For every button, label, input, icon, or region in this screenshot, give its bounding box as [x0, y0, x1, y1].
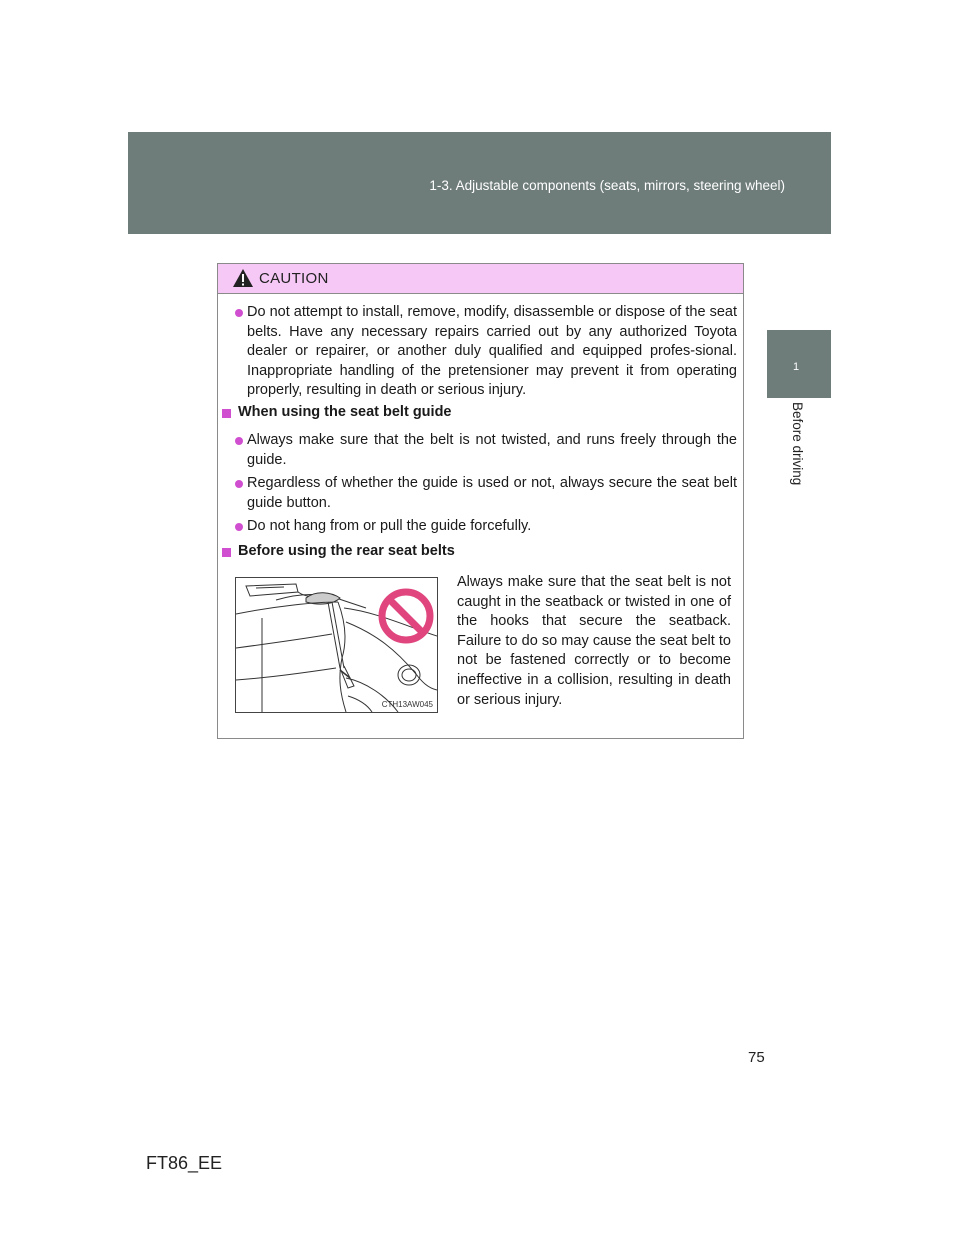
caution-title: CAUTION [259, 270, 329, 287]
bullet-icon [235, 523, 243, 531]
guide-bullet-2: Regardless of whether the guide is used or not, always secure the seat belt guide button. [247, 475, 737, 511]
guide-bullet-1: Always make sure that the belt is not twisted, and runs freely through the guide. [247, 432, 737, 468]
page-number: 75 [748, 1049, 765, 1066]
section-heading-rear-seat-belts: Before using the rear seat belts [238, 543, 455, 559]
prohibition-icon [376, 586, 436, 646]
section-heading-seat-belt-guide: When using the seat belt guide [238, 404, 452, 420]
warning-triangle-icon [232, 268, 254, 288]
section-title: 1-3. Adjustable components (seats, mirrors, steering wheel) [429, 178, 785, 193]
chapter-label-area [767, 398, 831, 506]
rear-seat-belt-note: Always make sure that the seat belt is not caught in the seatback or twisted in one of the hooks that secure the seatback. Failure to do so may cause the seat belt to not be fastened correctly or to become ineffective in a collision, resulting in death or serious injury. [457, 574, 731, 708]
bullet-icon [235, 309, 243, 317]
square-bullet-icon [222, 548, 231, 557]
chapter-number: 1 [793, 361, 800, 373]
document-code: FT86_EE [146, 1153, 223, 1173]
rear-seat-belt-illustration [235, 577, 438, 713]
guide-bullet-3: Do not hang from or pull the guide forcefully. [247, 518, 532, 534]
caution-header [218, 264, 743, 294]
chapter-label: Before driving [790, 402, 805, 486]
section-header-band [128, 132, 831, 234]
intro-paragraph: Do not attempt to install, remove, modify, disassemble or dispose of the seat belts. Have any necessary repairs carried out by any authorized Toyota dealer or repairer, or another duly qualified and equipped profes-sional. Inappropriate handling of the pretensioner may prevent it from operating properly, resulting in death or serious injury. [247, 304, 737, 399]
figure-code: CTH13AW045 [381, 700, 433, 709]
bullet-icon [235, 480, 243, 488]
square-bullet-icon [222, 409, 231, 418]
chapter-tab [767, 330, 831, 398]
bullet-icon [235, 437, 243, 445]
